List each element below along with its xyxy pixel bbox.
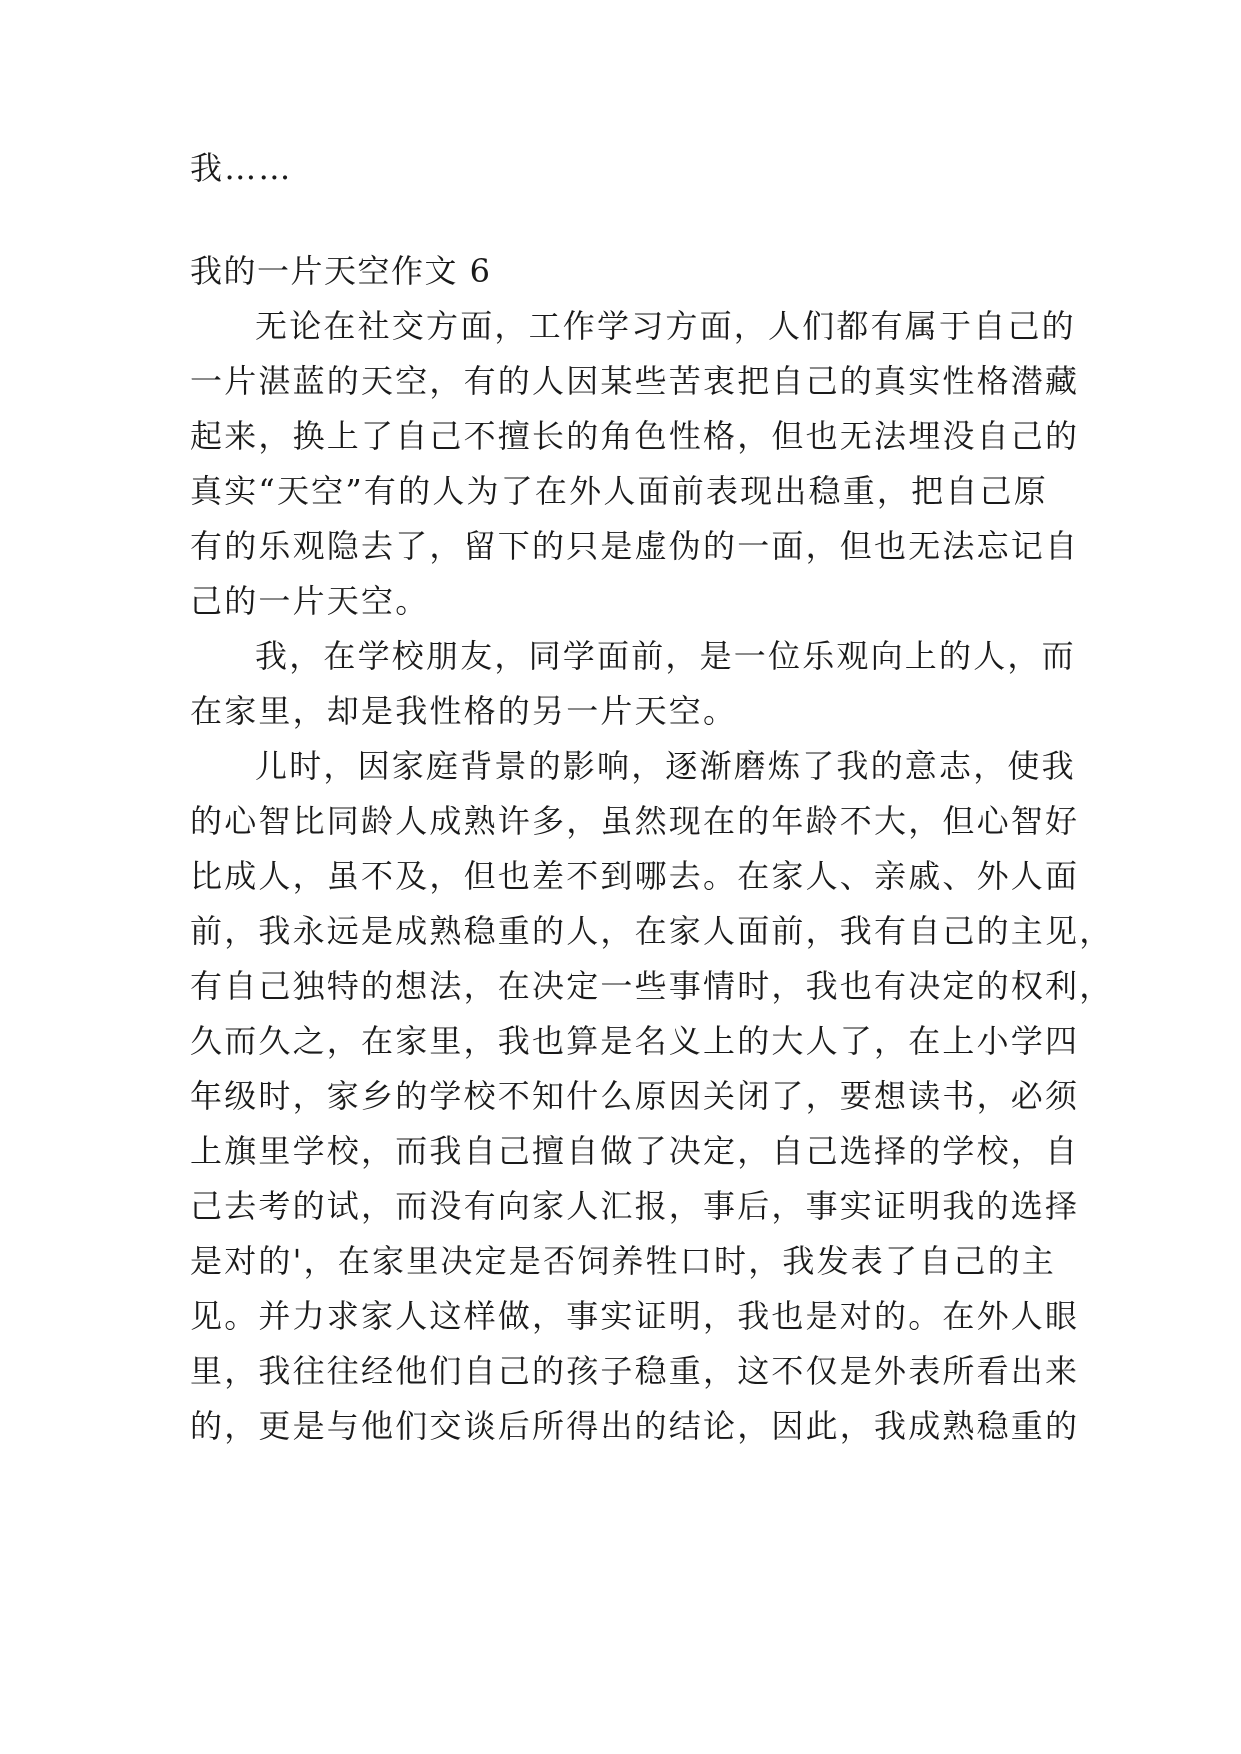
paragraph-3-line-12: 里，我往往经他们自己的孩子稳重，这不仅是外表所看出来 bbox=[190, 1352, 1080, 1390]
paragraph-1-line-5: 有的乐观隐去了，留下的只是虚伪的一面，但也无法忘记自 bbox=[190, 527, 1080, 565]
paragraph-3-line-10: 是对的'，在家里决定是否饲养牲口时，我发表了自己的主 bbox=[190, 1242, 1056, 1280]
paragraph-3-line-5: 有自己独特的想法，在决定一些事情时，我也有决定的权利， bbox=[190, 967, 1114, 1005]
paragraph-3-line-7: 年级时，家乡的学校不知什么原因关闭了，要想读书，必须 bbox=[190, 1077, 1080, 1115]
paragraph-1-line-4: 真实“天空”有的人为了在外人面前表现出稳重，把自己原 bbox=[190, 472, 1048, 510]
paragraph-2-line-1: 我，在学校朋友，同学面前，是一位乐观向上的人，而 bbox=[255, 637, 1076, 675]
paragraph-1-line-1: 无论在社交方面，工作学习方面，人们都有属于自己的 bbox=[255, 307, 1076, 345]
paragraph-3-line-4: 前，我永远是成熟稳重的人，在家人面前，我有自己的主见， bbox=[190, 912, 1114, 950]
paragraph-3-line-9: 己去考的试，而没有向家人汇报，事后，事实证明我的选择 bbox=[190, 1187, 1080, 1225]
essay-heading: 我的一片天空作文 6 bbox=[190, 252, 492, 290]
paragraph-3-line-11: 见。并力求家人这样做，事实证明，我也是对的。在外人眼 bbox=[190, 1297, 1080, 1335]
paragraph-3-line-1: 儿时，因家庭背景的影响，逐渐磨炼了我的意志，使我 bbox=[255, 747, 1076, 785]
paragraph-3-line-6: 久而久之，在家里，我也算是名义上的大人了，在上小学四 bbox=[190, 1022, 1080, 1060]
paragraph-1-line-6: 己的一片天空。 bbox=[190, 582, 430, 620]
paragraph-3-line-13: 的，更是与他们交谈后所得出的结论，因此，我成熟稳重的 bbox=[190, 1407, 1080, 1445]
paragraph-3-line-3: 比成人，虽不及，但也差不到哪去。在家人、亲戚、外人面 bbox=[190, 857, 1080, 895]
paragraph-3-line-2: 的心智比同龄人成熟许多，虽然现在的年龄不大，但心智好 bbox=[190, 802, 1080, 840]
paragraph-2-line-2: 在家里，却是我性格的另一片天空。 bbox=[190, 692, 738, 730]
continuation-text: 我…… bbox=[190, 149, 293, 187]
paragraph-1-line-2: 一片湛蓝的天空，有的人因某些苦衷把自己的真实性格潜藏 bbox=[190, 362, 1080, 400]
paragraph-1-line-3: 起来，换上了自己不擅长的角色性格，但也无法埋没自己的 bbox=[190, 417, 1080, 455]
paragraph-3-line-8: 上旗里学校，而我自己擅自做了决定，自己选择的学校，自 bbox=[190, 1132, 1080, 1170]
